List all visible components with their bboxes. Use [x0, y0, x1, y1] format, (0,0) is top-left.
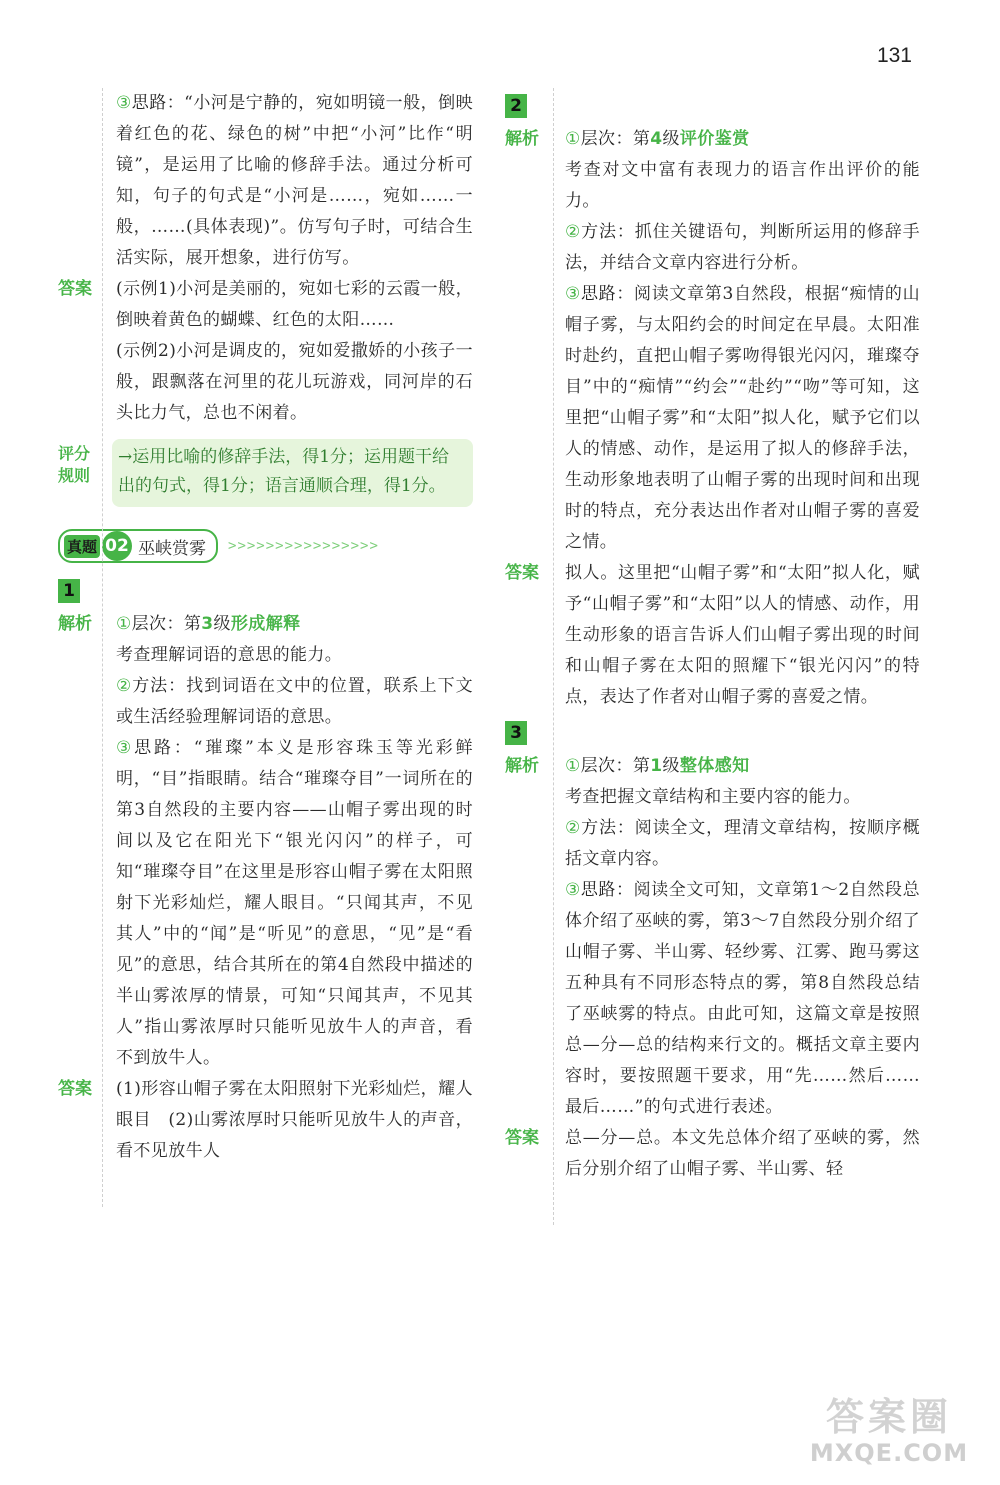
marker-3: ③: [565, 284, 581, 304]
level-label: 层次: [580, 756, 616, 776]
level-prefix: ：第: [615, 129, 651, 149]
watermark-logo: [800, 1395, 978, 1473]
level-description: 考查把握文章结构和主要内容的能力。: [565, 787, 861, 807]
level-number: 4: [650, 129, 663, 149]
thinking-label: 思路: [131, 93, 167, 113]
scoring-rules: [58, 439, 473, 507]
answer-block: [505, 1123, 920, 1185]
section-badge: [58, 529, 218, 563]
level-prefix: ：第: [615, 756, 651, 776]
marker-2: ②: [565, 818, 582, 838]
scoring-tag-line1: 评分: [58, 444, 91, 463]
thinking-text: ：阅读全文可知，文章第1～2自然段总体介绍了巫峡的雾，第3～7自然段分别介绍了山帽子雾、半山雾、轻纱雾、江雾、跑马雾这五种具有不同形态特点的雾，第8自然段总结了巫峡雾的特点。由此可知，这篇文章是按照总—分—总的结构来行文的。概括文章主要内容时，要按照题干要求，用“先……然后……最后……”的句式进行表述。: [565, 880, 920, 1117]
page-number: 131: [876, 44, 912, 67]
thinking-label: 思路: [580, 880, 616, 900]
analysis-tag: 解析: [505, 756, 539, 776]
method-text: ：抓住关键语句，判断所运用的修辞手法，并结合文章内容进行分析。: [565, 222, 920, 273]
marker-3: ③: [116, 738, 135, 758]
method-line: [116, 671, 473, 733]
thinking-label: 思路: [134, 738, 174, 758]
level-description: 考查理解词语的意思的能力。: [116, 645, 343, 665]
question-number: 1: [58, 579, 80, 603]
level-name: 整体感知: [679, 756, 750, 776]
answer-example-1: (示例1)小河是美丽的，宛如七彩的云霞一般，倒映着黄色的蝴蝶、红色的太阳……: [116, 279, 473, 330]
section-arrows: >>>>>>>>>>>>>>>>: [228, 538, 379, 554]
analysis-block: [505, 124, 920, 558]
level-line: [116, 609, 473, 640]
answer-text: (1)形容山帽子雾在太阳照射下光彩灿烂，耀人眼目 (2)山雾浓厚时只能听见放牛人的声音，看不见放牛人: [116, 1079, 473, 1161]
marker-1: ①: [116, 614, 132, 634]
question-1: [58, 571, 473, 1167]
marker-1: ①: [565, 129, 581, 149]
method-label: 方法: [132, 676, 169, 696]
answer-tag: 答案: [58, 1079, 92, 1099]
thinking-text: ：“小河是宁静的，宛如明镜一般，倒映着红色的花、绿色的树”中把“小河”比作“明镜”，是运用了比喻的修辞手法。通过分析可知，句子的句式是“小河是……，宛如……一般，……(具体表现)”。仿写句子时，可结合生活实际，展开想象，进行仿写。: [116, 93, 474, 268]
scoring-tag: [58, 443, 110, 487]
question-number: 2: [505, 94, 527, 118]
marker-2: ②: [565, 222, 582, 242]
section-number: 02: [102, 531, 132, 561]
intro-thinking-block: [58, 88, 473, 274]
level-unit: 级: [662, 756, 680, 776]
marker-3: ③: [565, 880, 581, 900]
scoring-tag-line2: 规则: [58, 466, 91, 485]
right-column: [505, 88, 920, 1185]
level-name: 形成解释: [230, 614, 301, 634]
question-number: 3: [505, 721, 527, 745]
question-2: [505, 88, 920, 713]
method-label: 方法: [581, 818, 617, 838]
thinking-line: [565, 875, 920, 1123]
level-number: 3: [201, 614, 214, 634]
level-label: 层次: [580, 129, 616, 149]
level-name: 评价鉴赏: [679, 129, 750, 149]
marker-1: ①: [565, 756, 581, 776]
thinking-line: [565, 279, 920, 558]
level-line: [565, 751, 920, 782]
level-number: 1: [650, 756, 663, 776]
watermark-top: 答案圈: [825, 1395, 952, 1439]
thinking-text: ：“璀璨”本义是形容珠玉等光彩鲜明，“目”指眼睛。结合“璀璨夺目”一词所在的第3自然段的主要内容——山帽子雾出现的时间以及它在阳光下“银光闪闪”的样子，可知“璀璨夺目”在这里是形容山帽子雾在太阳照射下光彩灿烂，耀人眼目。“只闻其声，不见其人”中的“闻”是“听见”的意思，“见”是“看见”的意思，结合其所在的第4自然段中描述的半山雾浓厚的情景，可知“只闻其声，不见其人”指山雾浓厚时只能听见放牛人的声音，看不到放牛人。: [116, 738, 474, 1068]
thinking-text: ：阅读文章第3自然段，根据“痴情的山帽子雾，与太阳约会的时间定在早晨。太阳准时赴约，直把山帽子雾吻得银光闪闪，璀璨夺目”中的“痴情”“约会”“赴约”“吻”等可知，这里把“山帽子雾”和“太阳”拟人化，赋予它们以人的情感、动作，是运用了拟人的修辞手法，生动形象地表明了山帽子雾的出现时间和出现时的特点，充分表达出作者对山帽子雾的喜爱之情。: [565, 284, 920, 552]
thinking-label: 思路: [580, 284, 617, 304]
method-line: [565, 217, 920, 279]
analysis-tag: 解析: [58, 614, 92, 634]
watermark-bottom: MXQE.COM: [809, 1439, 969, 1467]
intro-thinking: [116, 88, 473, 274]
analysis-block: [505, 751, 920, 1123]
answer-text: 总—分—总。本文先总体介绍了巫峡的雾，然后分别介绍了山帽子雾、半山雾、轻: [565, 1128, 920, 1179]
section-header: [58, 529, 473, 563]
answer-block: [505, 558, 920, 713]
method-text: ：找到词语在文中的位置，联系上下文或生活经验理解词语的意思。: [116, 676, 473, 727]
answer-tag: 答案: [505, 1128, 539, 1148]
answer-tag: 答案: [505, 563, 539, 583]
level-line: [565, 124, 920, 155]
question-3: [505, 713, 920, 1185]
thinking-line: [116, 733, 473, 1074]
level-label: 层次: [131, 614, 167, 634]
answer-tag: 答案: [58, 279, 92, 299]
answer-text: 拟人。这里把“山帽子雾”和“太阳”拟人化，赋予“山帽子雾”和“太阳”以人的情感、动作，用生动形象的语言告诉人们山帽子雾出现的时间和山帽子雾在太阳的照耀下“银光闪闪”的特点，表达了作者对山帽子雾的喜爱之情。: [565, 563, 920, 707]
level-prefix: ：第: [166, 614, 202, 634]
level-description: 考查对文中富有表现力的语言作出评价的能力。: [565, 160, 920, 211]
analysis-block: [58, 609, 473, 1074]
analysis-tag: 解析: [505, 129, 539, 149]
section-title: 巫峡赏雾: [138, 538, 207, 559]
marker-3: ③: [116, 93, 132, 113]
method-label: 方法: [581, 222, 617, 242]
answer-example-2: (示例2)小河是调皮的，宛如爱撒娇的小孩子一般，跟飘落在河里的花儿玩游戏，同河岸的石头比力气，总也不闲着。: [116, 341, 473, 423]
marker-2: ②: [116, 676, 133, 696]
scoring-text: →运用比喻的修辞手法，得1分；运用题干给出的句式，得1分；语言通顺合理，得1分。: [112, 439, 473, 507]
section-label: 真题: [64, 535, 100, 558]
level-unit: 级: [213, 614, 231, 634]
method-line: [565, 813, 920, 875]
method-text: ：阅读全文，理清文章结构，按顺序概括文章内容。: [565, 818, 920, 869]
level-unit: 级: [662, 129, 680, 149]
answer-block: [58, 274, 473, 429]
answer-block: [58, 1074, 473, 1167]
left-column: [58, 88, 473, 1167]
